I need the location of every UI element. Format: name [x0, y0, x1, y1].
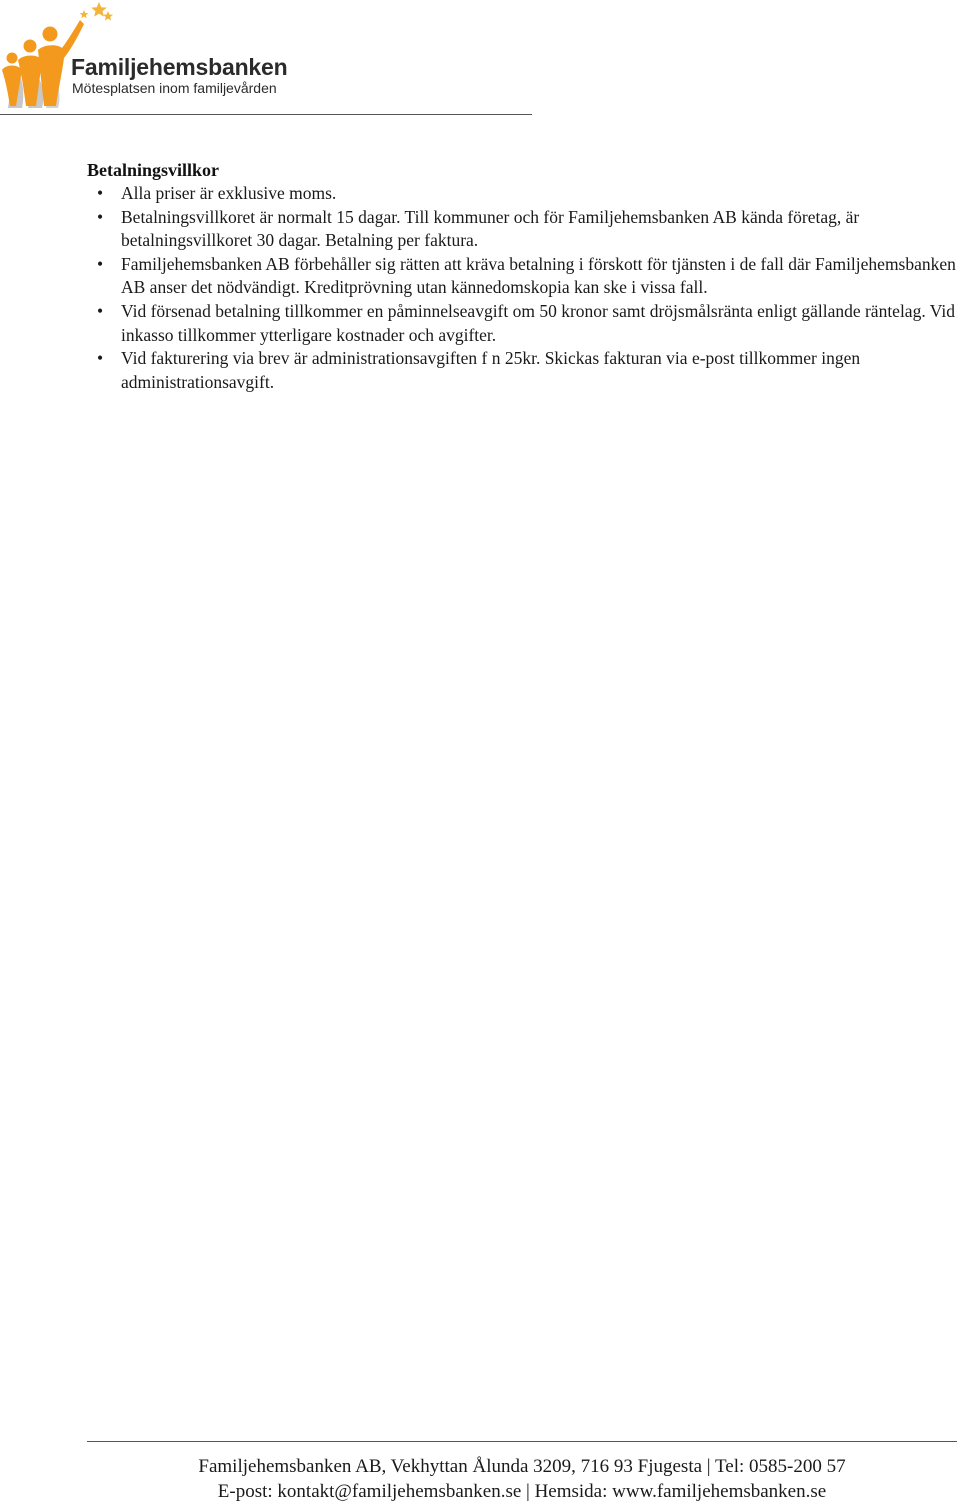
list-item-text: Alla priser är exklusive moms. — [121, 183, 337, 203]
footer-contact: E-post: kontakt@familjehemsbanken.se | Hemsida: www.familjehemsbanken.se — [217, 1481, 827, 1502]
list-item-text: Familjehemsbanken AB förbehåller sig rätten att kräva betalning i förskott för tjänsten i de fall där Familjehemsbanken AB anser det nödvändigt. Kreditprövning utan kännedomskopia kan ske i vissa fall. — [121, 253, 956, 298]
bullet: • — [97, 300, 104, 321]
section-title: Betalningsvillkor — [87, 160, 220, 180]
list-item-text: Vid försenad betalning tillkommer en påminnelseavgift om 50 kronor samt dröjsmålsränta enligt gällande räntelag. Vid inkasso tillkommer ytterligare kostnader och avgifter. — [121, 300, 955, 345]
brand-name: Familjehemsbanken — [71, 54, 288, 80]
list-item — [87, 253, 957, 300]
page-footer — [87, 1454, 957, 1504]
bullet: • — [97, 253, 104, 274]
bullet: • — [97, 348, 104, 369]
star-icon — [103, 11, 113, 21]
terms-list — [87, 182, 957, 394]
footer-divider — [87, 1441, 957, 1442]
list-item — [87, 347, 957, 394]
brand-tagline: Mötesplatsen inom familjevården — [72, 80, 277, 96]
header-divider — [0, 114, 532, 115]
star-icon — [91, 2, 107, 17]
list-item — [87, 182, 957, 206]
list-item — [87, 300, 957, 347]
bullet: • — [97, 206, 104, 227]
payment-terms-section — [87, 158, 957, 394]
footer-address: Familjehemsbanken AB, Vekhyttan Ålunda 3209, 716 93 Fjugesta | Tel: 0585-200 57 — [198, 1456, 846, 1477]
star-icon — [80, 10, 89, 18]
bullet: • — [97, 183, 104, 203]
list-item-text: Vid fakturering via brev är administrationsavgiften f n 25kr. Skickas fakturan via e-post tillkommer ingen administrationsavgift. — [121, 348, 861, 392]
list-item-text: Betalningsvillkoret är normalt 15 dagar. Till kommuner och för Familjehemsbanken AB kända företag, är betalningsvillkoret 30 dagar. Betalning per faktura. — [121, 206, 860, 251]
list-item — [87, 206, 957, 253]
page-header — [0, 0, 540, 116]
